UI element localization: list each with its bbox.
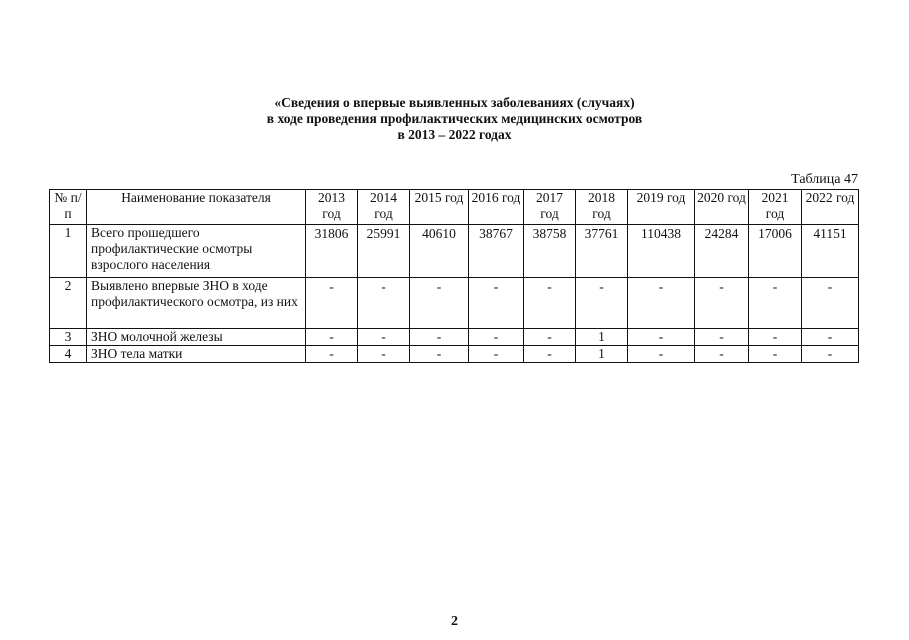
cell-value: - bbox=[628, 329, 695, 346]
cell-value: - bbox=[749, 329, 802, 346]
title-line-2: в ходе проведения профилактических медицинских осмотров bbox=[266, 111, 643, 126]
header-year: 2020 год bbox=[695, 190, 749, 225]
table-header-row bbox=[50, 190, 859, 225]
cell-value: - bbox=[306, 346, 358, 363]
cell-value: - bbox=[695, 278, 749, 329]
cell-value: 40610 bbox=[410, 225, 469, 278]
cell-value: - bbox=[695, 329, 749, 346]
cell-value: - bbox=[749, 278, 802, 329]
header-year: 2017 год bbox=[524, 190, 576, 225]
header-year: 2018 год bbox=[576, 190, 628, 225]
header-year: 2013 год bbox=[306, 190, 358, 225]
cell-value: - bbox=[469, 346, 524, 363]
cell-value: 24284 bbox=[695, 225, 749, 278]
row-num: 1 bbox=[50, 225, 87, 278]
row-name: Выявлено впервые ЗНО в ходе профилактического осмотра, из них bbox=[87, 278, 306, 329]
cell-value: - bbox=[695, 346, 749, 363]
cell-value: - bbox=[628, 278, 695, 329]
cell-value: 25991 bbox=[358, 225, 410, 278]
cell-value: - bbox=[306, 329, 358, 346]
cell-value: - bbox=[358, 346, 410, 363]
cell-value: - bbox=[358, 278, 410, 329]
page-number: 2 bbox=[451, 614, 458, 629]
statistics-table bbox=[49, 189, 859, 363]
document-title bbox=[0, 95, 909, 143]
cell-value: - bbox=[802, 278, 859, 329]
cell-value: - bbox=[802, 329, 859, 346]
cell-value: - bbox=[410, 329, 469, 346]
cell-value: - bbox=[749, 346, 802, 363]
table-row bbox=[50, 346, 859, 363]
cell-value: - bbox=[802, 346, 859, 363]
header-year: 2019 год bbox=[628, 190, 695, 225]
header-year: 2021 год bbox=[749, 190, 802, 225]
cell-value: - bbox=[469, 278, 524, 329]
table-row bbox=[50, 225, 859, 278]
table-row bbox=[50, 329, 859, 346]
cell-value: - bbox=[306, 278, 358, 329]
title-line-1: «Сведения о впервые выявленных заболеваниях (случаях) bbox=[274, 95, 635, 110]
cell-value: - bbox=[410, 346, 469, 363]
header-year: 2016 год bbox=[469, 190, 524, 225]
cell-value: - bbox=[524, 346, 576, 363]
table-number: Таблица 47 bbox=[791, 172, 858, 187]
cell-value: - bbox=[524, 278, 576, 329]
row-num: 4 bbox=[50, 346, 87, 363]
header-num: № п/п bbox=[50, 190, 87, 225]
cell-value: - bbox=[358, 329, 410, 346]
header-year: 2015 год bbox=[410, 190, 469, 225]
row-name: Всего прошедшего профилактические осмотры взрослого населения bbox=[87, 225, 306, 278]
row-name: ЗНО молочной железы bbox=[87, 329, 306, 346]
table-row bbox=[50, 278, 859, 329]
cell-value: - bbox=[524, 329, 576, 346]
title-line-3: в 2013 – 2022 годах bbox=[397, 127, 512, 142]
cell-value: 31806 bbox=[306, 225, 358, 278]
cell-value: - bbox=[628, 346, 695, 363]
header-name: Наименование показателя bbox=[87, 190, 306, 225]
header-year: 2014 год bbox=[358, 190, 410, 225]
cell-value: 37761 bbox=[576, 225, 628, 278]
row-num: 3 bbox=[50, 329, 87, 346]
cell-value: 38767 bbox=[469, 225, 524, 278]
cell-value: - bbox=[410, 278, 469, 329]
cell-value: 1 bbox=[576, 329, 628, 346]
cell-value: 110438 bbox=[628, 225, 695, 278]
cell-value: 17006 bbox=[749, 225, 802, 278]
row-name: ЗНО тела матки bbox=[87, 346, 306, 363]
header-year: 2022 год bbox=[802, 190, 859, 225]
row-num: 2 bbox=[50, 278, 87, 329]
cell-value: - bbox=[469, 329, 524, 346]
cell-value: 1 bbox=[576, 346, 628, 363]
cell-value: 41151 bbox=[802, 225, 859, 278]
cell-value: 38758 bbox=[524, 225, 576, 278]
cell-value: - bbox=[576, 278, 628, 329]
